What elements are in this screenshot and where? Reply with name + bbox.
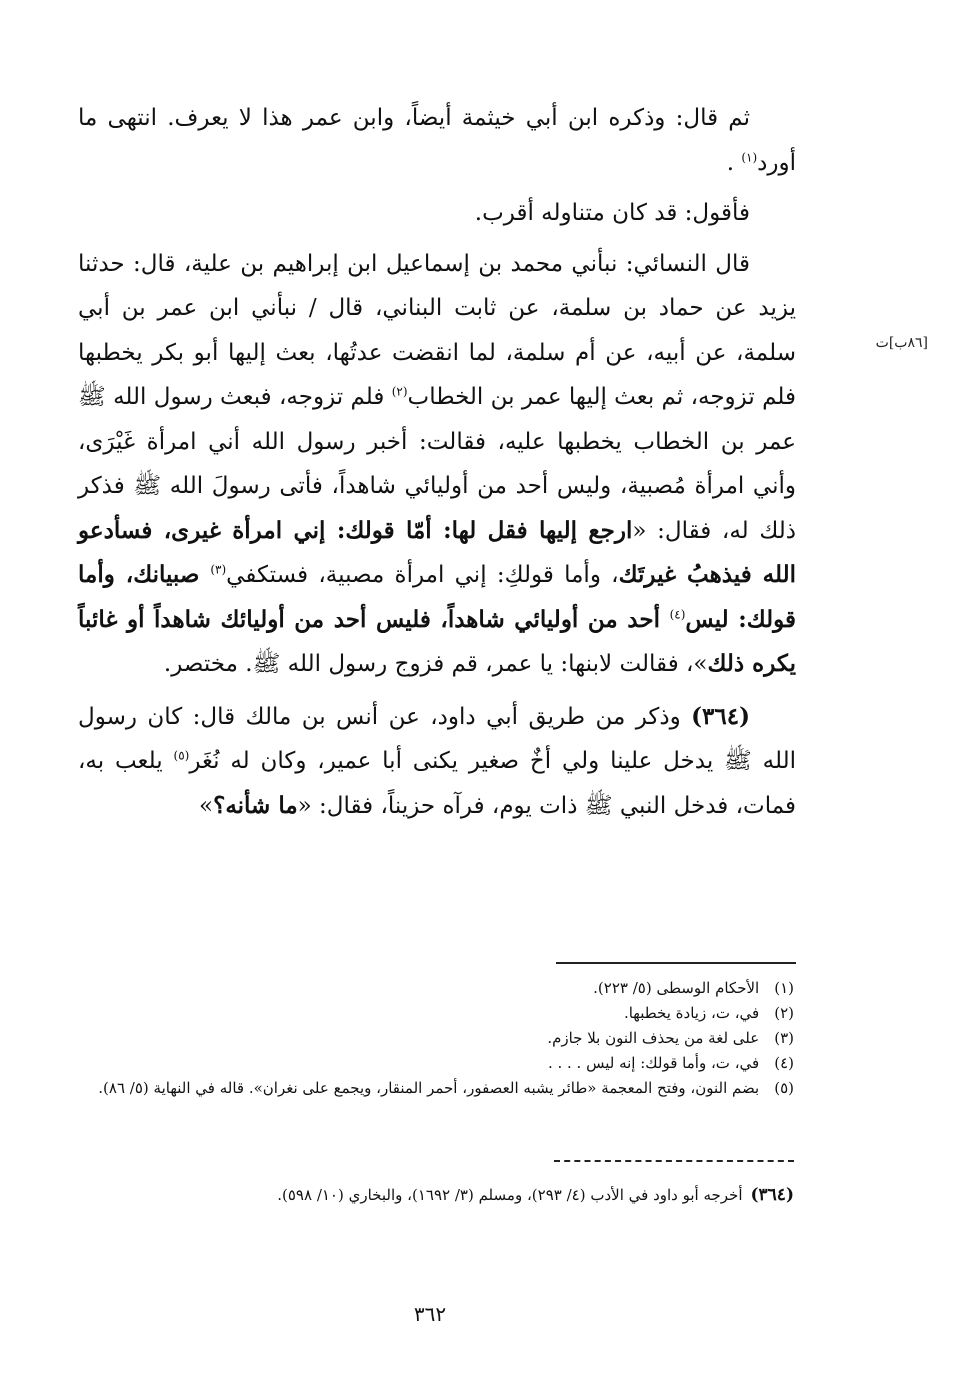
footnote-ref: (١) xyxy=(741,149,758,164)
paragraph-text: قال النسائي: نبأني محمد بن إسماعيل ابن إبراهيم بن علية، قال: حدثنا يزيد عن حماد بن سلمة، عن ثابت البناني، قال / نبأني ابن عمر بن أبي سلمة، عن أبيه، عن أم سلمة، لما انقضت عدتُها، بعث إليها أبو بكر يخطبها فلم تزوجه، ثم بعث إليها عمر بن الخطاب xyxy=(78,250,796,410)
source-separator xyxy=(554,1160,794,1162)
footnote-ref: (٢) xyxy=(391,384,408,399)
footnote-ref: (٤) xyxy=(669,606,686,621)
footnote-item xyxy=(78,976,794,1001)
footnote-number: (٤) xyxy=(774,1054,794,1072)
paragraph-2 xyxy=(78,191,796,236)
footnote-item xyxy=(78,1001,794,1026)
footnote-item xyxy=(78,1026,794,1051)
paragraph-text: يلعب به، فمات، فدخل النبي ﷺ ذات يوم، فرآه حزيناً، فقال: « xyxy=(78,748,796,819)
footnote-text: في، ت، زيادة يخطبها. xyxy=(623,1004,760,1022)
hadith-quote: ارجع إليها فقل لها: أمّا قولك: إني امرأة غيرى، فسأدعو الله فيذهبُ غيرتَك xyxy=(78,516,796,588)
paragraph-4 xyxy=(78,695,796,829)
footnote-text: الأحكام الوسطى (٥/ ٢٢٣). xyxy=(593,979,760,997)
page-number: ٣٦٢ xyxy=(413,1302,447,1326)
footnote-ref: (٣) xyxy=(210,562,227,577)
footnote-number: (٢) xyxy=(774,1004,794,1022)
footnote-separator xyxy=(556,962,796,964)
paragraph-text: فلم تزوجه، فبعث رسول الله ﷺ عمر بن الخطاب يخطبها عليه، فقالت: أخبر رسول الله أني امرأة غَيْرَى، وأني امرأة مُصبية، وليس أحد من أوليائي شاهداً، فأتى رسولَ الله ﷺ فذكر ذلك له، فقال: « xyxy=(78,384,797,544)
hadith-quote: ما شأنه؟ xyxy=(213,791,298,819)
hadith-source xyxy=(78,1182,794,1208)
paragraph-text: وذكر من طريق أبي داود، عن أنس بن مالك قال: كان رسول الله ﷺ يدخل علينا ولي أخٌ صغير يكنى أبا عمير، وكان له نُغَر xyxy=(78,703,796,774)
footnote-ref: (٥) xyxy=(173,748,190,763)
paragraph-text: » xyxy=(199,792,214,819)
source-text: أخرجه أبو داود في الأدب (٤/ ٢٩٣)، ومسلم (٣/ ١٦٩٢)، والبخاري (١٠/ ٥٩٨). xyxy=(277,1186,743,1204)
source-number: (٣٦٤) xyxy=(750,1185,794,1205)
manuscript-folio-note: [٨٦ب]ت xyxy=(875,335,928,351)
main-text xyxy=(78,96,796,828)
footnote-number: (٥) xyxy=(774,1079,794,1097)
paragraph-text: فأقول: قد كان متناوله أقرب. xyxy=(474,200,750,226)
hadith-quote: صبيانك، وأما قولك: ليس xyxy=(78,561,796,633)
hadith-quote: أحد من أوليائي شاهداً، فليس أحد من أوليائك شاهداً أو غائباً يكره ذلك xyxy=(78,605,796,677)
paragraph-text: ، وأما قولكِ: إني امرأة مصبية، فستكفي xyxy=(226,562,619,588)
paragraph-text: »، فقالت لابنها: يا عمر، قم فزوج رسول الله ﷺ. مختصر. xyxy=(163,651,708,677)
paragraph-text: ثم قال: وذكره ابن أبي خيثمة أيضاً، وابن عمر هذا لا يعرف. انتهى ما أورد xyxy=(78,105,796,176)
footnote-item xyxy=(78,1051,794,1076)
paragraph-text: . xyxy=(726,149,742,176)
footnote-item xyxy=(78,1076,794,1101)
footnote-number: (١) xyxy=(774,979,794,997)
footnote-text: في، ت، وأما قولك: إنه ليس . . . . xyxy=(547,1054,760,1072)
footnote-text: على لغة من يحذف النون بلا جازم. xyxy=(547,1029,760,1047)
paragraph-1 xyxy=(78,96,796,185)
footnote-text: بضم النون، وفتح المعجمة «طائر يشبه العصفور، أحمر المنقار، ويجمع على نغران». قاله في النهاية (٥/ ٨٦). xyxy=(98,1079,760,1097)
hadith-number: (٣٦٤) xyxy=(691,702,750,730)
footnotes xyxy=(78,976,794,1101)
paragraph-3 xyxy=(78,242,796,687)
footnote-number: (٣) xyxy=(774,1029,794,1047)
